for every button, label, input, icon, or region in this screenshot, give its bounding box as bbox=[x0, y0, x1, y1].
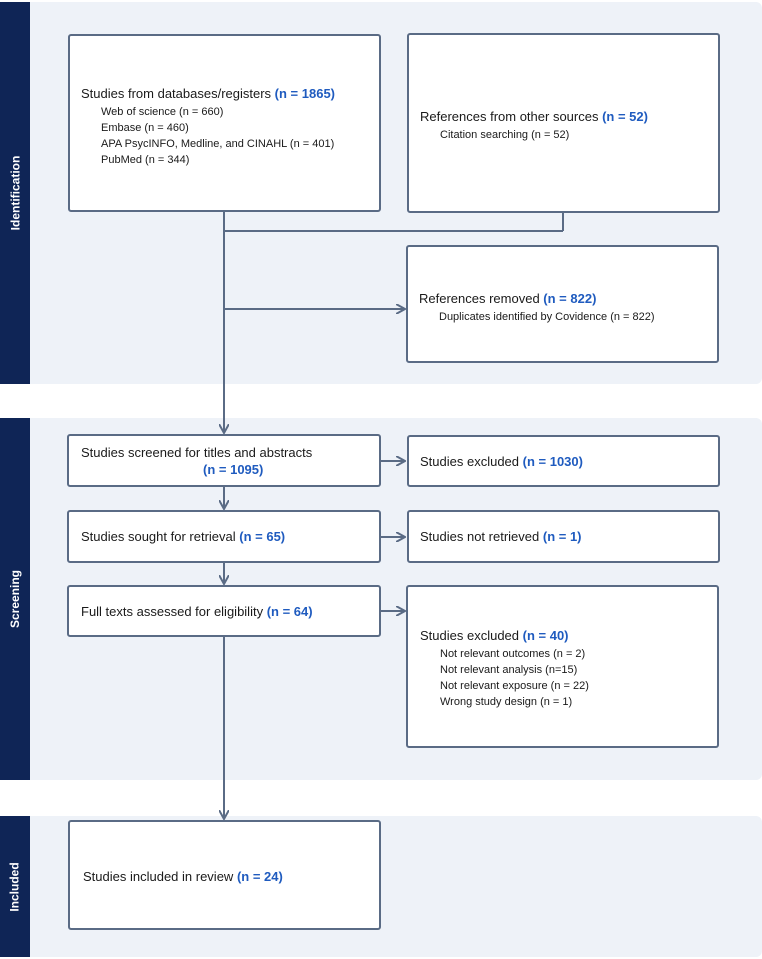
not-retrieved-box bbox=[407, 510, 720, 563]
screening-label: Screening bbox=[0, 418, 30, 780]
included-title: Studies included in review bbox=[83, 869, 234, 884]
excluded-1030-box bbox=[407, 435, 720, 487]
databases-box bbox=[68, 34, 381, 212]
databases-item: Embase (n = 460) bbox=[101, 122, 189, 134]
databases-item: Web of science (n = 660) bbox=[101, 106, 224, 118]
excluded2-item: Not relevant analysis (n=15) bbox=[440, 664, 578, 676]
screened-title: Studies screened for titles and abstracts bbox=[81, 445, 313, 460]
other-sources-item: Citation searching (n = 52) bbox=[440, 129, 570, 141]
full-texts-box bbox=[67, 585, 381, 637]
included-box bbox=[68, 820, 381, 930]
included-label: Included bbox=[0, 816, 30, 957]
other-sources-box bbox=[407, 33, 720, 213]
excluded2-title: Studies excluded bbox=[420, 628, 520, 643]
screened-count: (n = 1095) bbox=[203, 462, 264, 477]
sought-box bbox=[67, 510, 381, 563]
excluded2-item: Not relevant exposure (n = 22) bbox=[440, 680, 589, 692]
excluded1-title: Studies excluded bbox=[420, 454, 520, 469]
not-retrieved-title: Studies not retrieved bbox=[420, 529, 540, 544]
excluded2-count: (n = 40) bbox=[522, 628, 569, 643]
other-sources-count: (n = 52) bbox=[602, 109, 648, 124]
excluded-40-box bbox=[406, 585, 719, 748]
removed-count: (n = 822) bbox=[543, 291, 597, 306]
full-texts-count: (n = 64) bbox=[266, 604, 313, 619]
databases-count: (n = 1865) bbox=[274, 86, 336, 101]
databases-item: APA PsycINFO, Medline, and CINAHL (n = 401) bbox=[101, 138, 335, 150]
identification-label: Identification bbox=[0, 2, 30, 384]
included-count: (n = 24) bbox=[236, 869, 283, 884]
removed-item: Duplicates identified by Covidence (n = 822) bbox=[439, 311, 655, 323]
other-sources-title: References from other sources bbox=[420, 109, 599, 124]
sought-count: (n = 65) bbox=[239, 529, 286, 544]
excluded2-item: Not relevant outcomes (n = 2) bbox=[440, 648, 586, 660]
references-removed-box bbox=[406, 245, 719, 363]
sought-title: Studies sought for retrieval bbox=[81, 529, 236, 544]
databases-item: PubMed (n = 344) bbox=[101, 154, 190, 166]
removed-title: References removed bbox=[419, 291, 540, 306]
excluded1-count: (n = 1030) bbox=[522, 454, 583, 469]
full-texts-title: Full texts assessed for eligibility bbox=[81, 604, 264, 619]
screened-box bbox=[67, 434, 381, 487]
databases-title: Studies from databases/registers bbox=[81, 86, 272, 101]
not-retrieved-count: (n = 1) bbox=[542, 529, 582, 544]
excluded2-item: Wrong study design (n = 1) bbox=[440, 696, 573, 708]
